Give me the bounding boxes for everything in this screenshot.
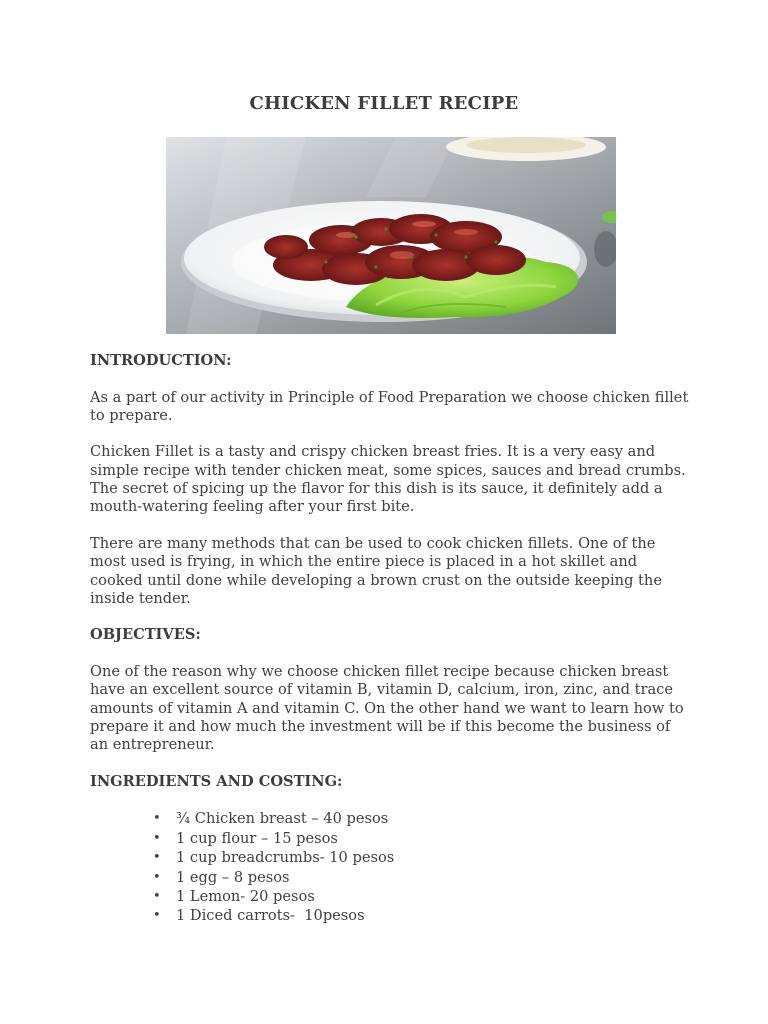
introduction-heading: INTRODUCTION: <box>90 352 232 369</box>
list-item <box>153 906 690 925</box>
bullet-icon: • <box>153 889 161 905</box>
ingredients-list <box>90 809 690 925</box>
page-title: CHICKEN FILLET RECIPE <box>249 93 519 114</box>
objectives-heading: OBJECTIVES: <box>90 626 201 644</box>
list-item <box>153 848 690 867</box>
ingredient-text: ¾ Chicken breast – 40 pesos <box>176 810 389 828</box>
ingredient-text: 1 egg – 8 pesos <box>176 868 290 886</box>
ingredient-text: 1 Lemon- 20 pesos <box>176 888 315 906</box>
ingredient-text: 1 cup breadcrumbs- 10 pesos <box>176 849 395 867</box>
bullet-icon: • <box>153 850 161 866</box>
bullet-icon: • <box>153 830 161 846</box>
ingredients-heading: INGREDIENTS AND COSTING: <box>90 772 343 790</box>
chicken-fillet-photo <box>166 137 616 334</box>
objectives-paragraph: One of the reason why we choose chicken fillet recipe because chicken breast have an excellent source of vitamin B, vitamin D, calcium, iron, zinc, and trace amounts of vitamin A and vitamin C. On the other hand we want to learn how to prepare it and how much the investment will be if this become the business of an entrepreneur. <box>90 663 684 754</box>
introduction-paragraph-1: As a part of our activity in Principle of Food Preparation we choose chicken fillet to prepare. <box>90 388 689 424</box>
introduction-paragraph-2: Chicken Fillet is a tasty and crispy chicken breast fries. It is a very easy and simple recipe with tender chicken meat, some spices, sauces and bread crumbs. The secret of spicing up the flavor for this dish is its sauce, it definitely add a mouth-watering feeling after your first bite. <box>90 443 686 516</box>
list-item <box>153 809 690 828</box>
bullet-icon: • <box>153 811 161 827</box>
introduction-paragraph-3: There are many methods that can be used to cook chicken fillets. One of the most used is frying, in which the entire piece is placed in a hot skillet and cooked until done while developing a brown crust on the outside keeping the inside tender. <box>90 534 662 607</box>
list-item <box>153 868 690 887</box>
bullet-icon: • <box>153 908 161 924</box>
list-item <box>153 887 690 906</box>
document-body <box>90 352 690 926</box>
ingredient-text: 1 cup flour – 15 pesos <box>176 829 338 847</box>
list-item <box>153 829 690 848</box>
bullet-icon: • <box>153 869 161 885</box>
ingredient-text: 1 Diced carrots- 10pesos <box>176 907 365 925</box>
